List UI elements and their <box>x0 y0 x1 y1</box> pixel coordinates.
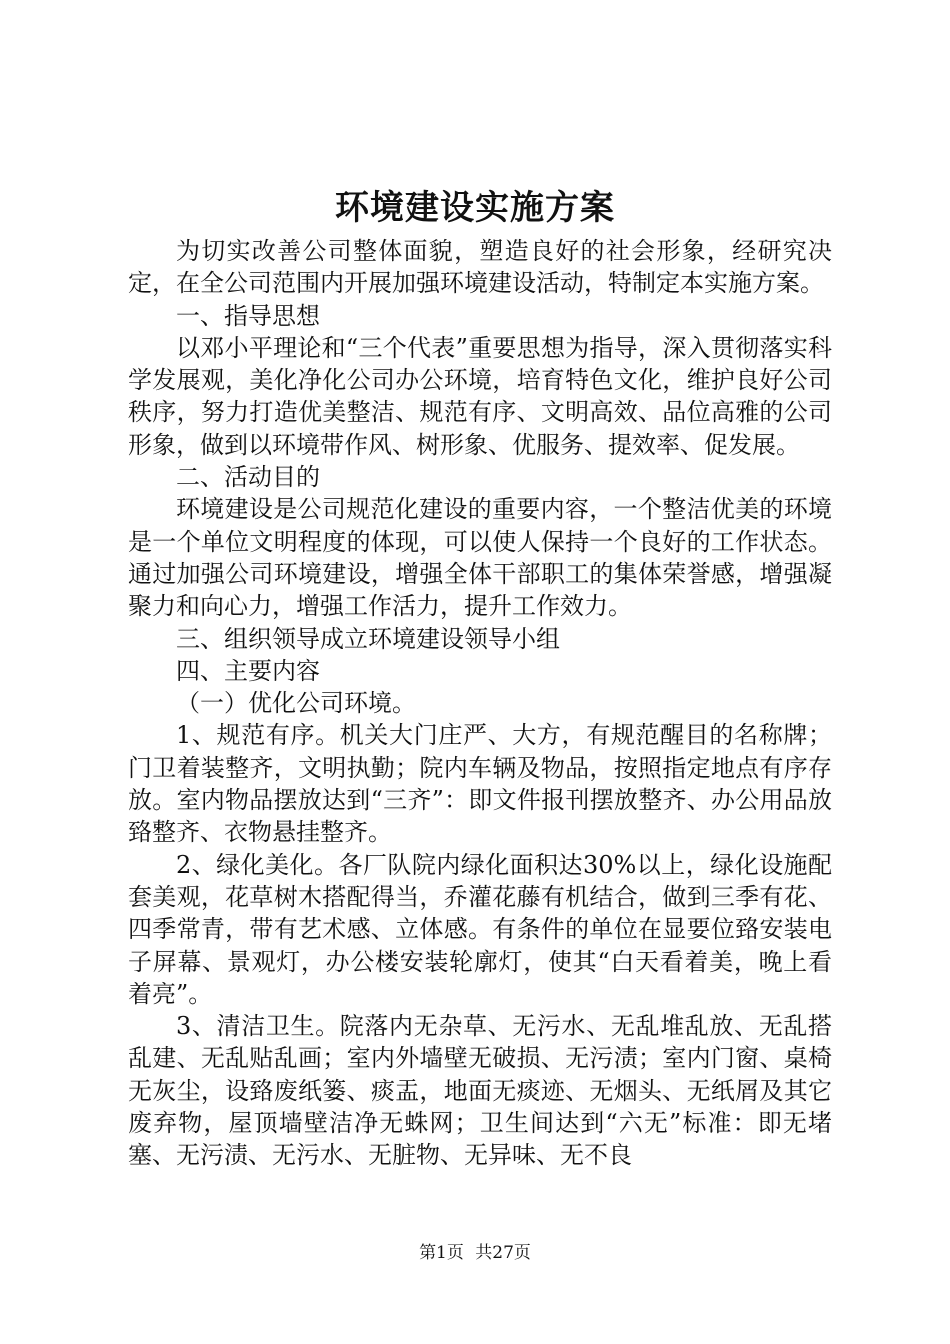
section-heading-main-content: 四、主要内容 <box>176 656 320 685</box>
section-heading-purpose: 二、活动目的 <box>176 463 320 492</box>
item-orderly-paragraph: 1、规范有序。机关大门庄严、大方，有规范醒目的名称牌；门卫着装整齐，文明执勤；院内车辆及物品，按照指定地点有序存放。室内物品摆放达到“三齐”：即文件报刊摆放整齐、办公用品放臵整齐、衣物悬挂整齐。 <box>128 721 832 847</box>
page-number: 第1页 <box>419 1243 464 1263</box>
guiding-thought-paragraph: 以邓小平理论和“三个代表”重要思想为指导，深入贯彻落实科学发展观，美化净化公司办公环境，培育特色文化，维护良好公司秩序，努力打造优美整洁、规范有序、文明高效、品位高雅的公司形象，做到以环境带作风、树形象、优服务、提效率、促发展。 <box>128 333 832 459</box>
purpose-paragraph: 环境建设是公司规范化建设的重要内容，一个整洁优美的环境是一个单位文明程度的体现，可以使人保持一个良好的工作状态。通过加强公司环境建设，增强全体干部职工的集体荣誉感，增强凝聚力和向心力，增强工作活力，提升工作效力。 <box>128 495 832 621</box>
subsection-heading-optimize: （一）优化公司环境。 <box>176 689 416 718</box>
intro-paragraph: 为切实改善公司整体面貌，塑造良好的社会形象，经研究决定，在全公司范围内开展加强环境建设活动，特制定本实施方案。 <box>128 237 832 298</box>
page-total: 共27页 <box>475 1243 531 1263</box>
page-footer <box>0 1242 950 1264</box>
document-body <box>128 235 832 1172</box>
section-heading-guiding-thought: 一、指导思想 <box>176 301 320 330</box>
section-heading-organization: 三、组织领导成立环境建设领导小组 <box>176 624 560 653</box>
item-cleaning-paragraph: 3、清洁卫生。院落内无杂草、无污水、无乱堆乱放、无乱搭乱建、无乱贴乱画；室内外墙壁无破损、无污渍；室内门窗、桌椅无灰尘，设臵废纸篓、痰盂，地面无痰迹、无烟头、无纸屑及其它废弃物，屋顶墙壁洁净无蛛网；卫生间达到“六无”标准：即无堵塞、无污渍、无污水、无脏物、无异味、无不良 <box>128 1012 832 1170</box>
document-title: 环境建设实施方案 <box>335 188 615 228</box>
item-greening-paragraph: 2、绿化美化。各厂队院内绿化面积达30%以上，绿化设施配套美观，花草树木搭配得当，乔灌花藤有机结合，做到三季有花、四季常青，带有艺术感、立体感。有条件的单位在显要位臵安装电子屏幕、景观灯，办公楼安装轮廓灯，使其“白天看着美，晚上看着亮”。 <box>128 850 832 1008</box>
